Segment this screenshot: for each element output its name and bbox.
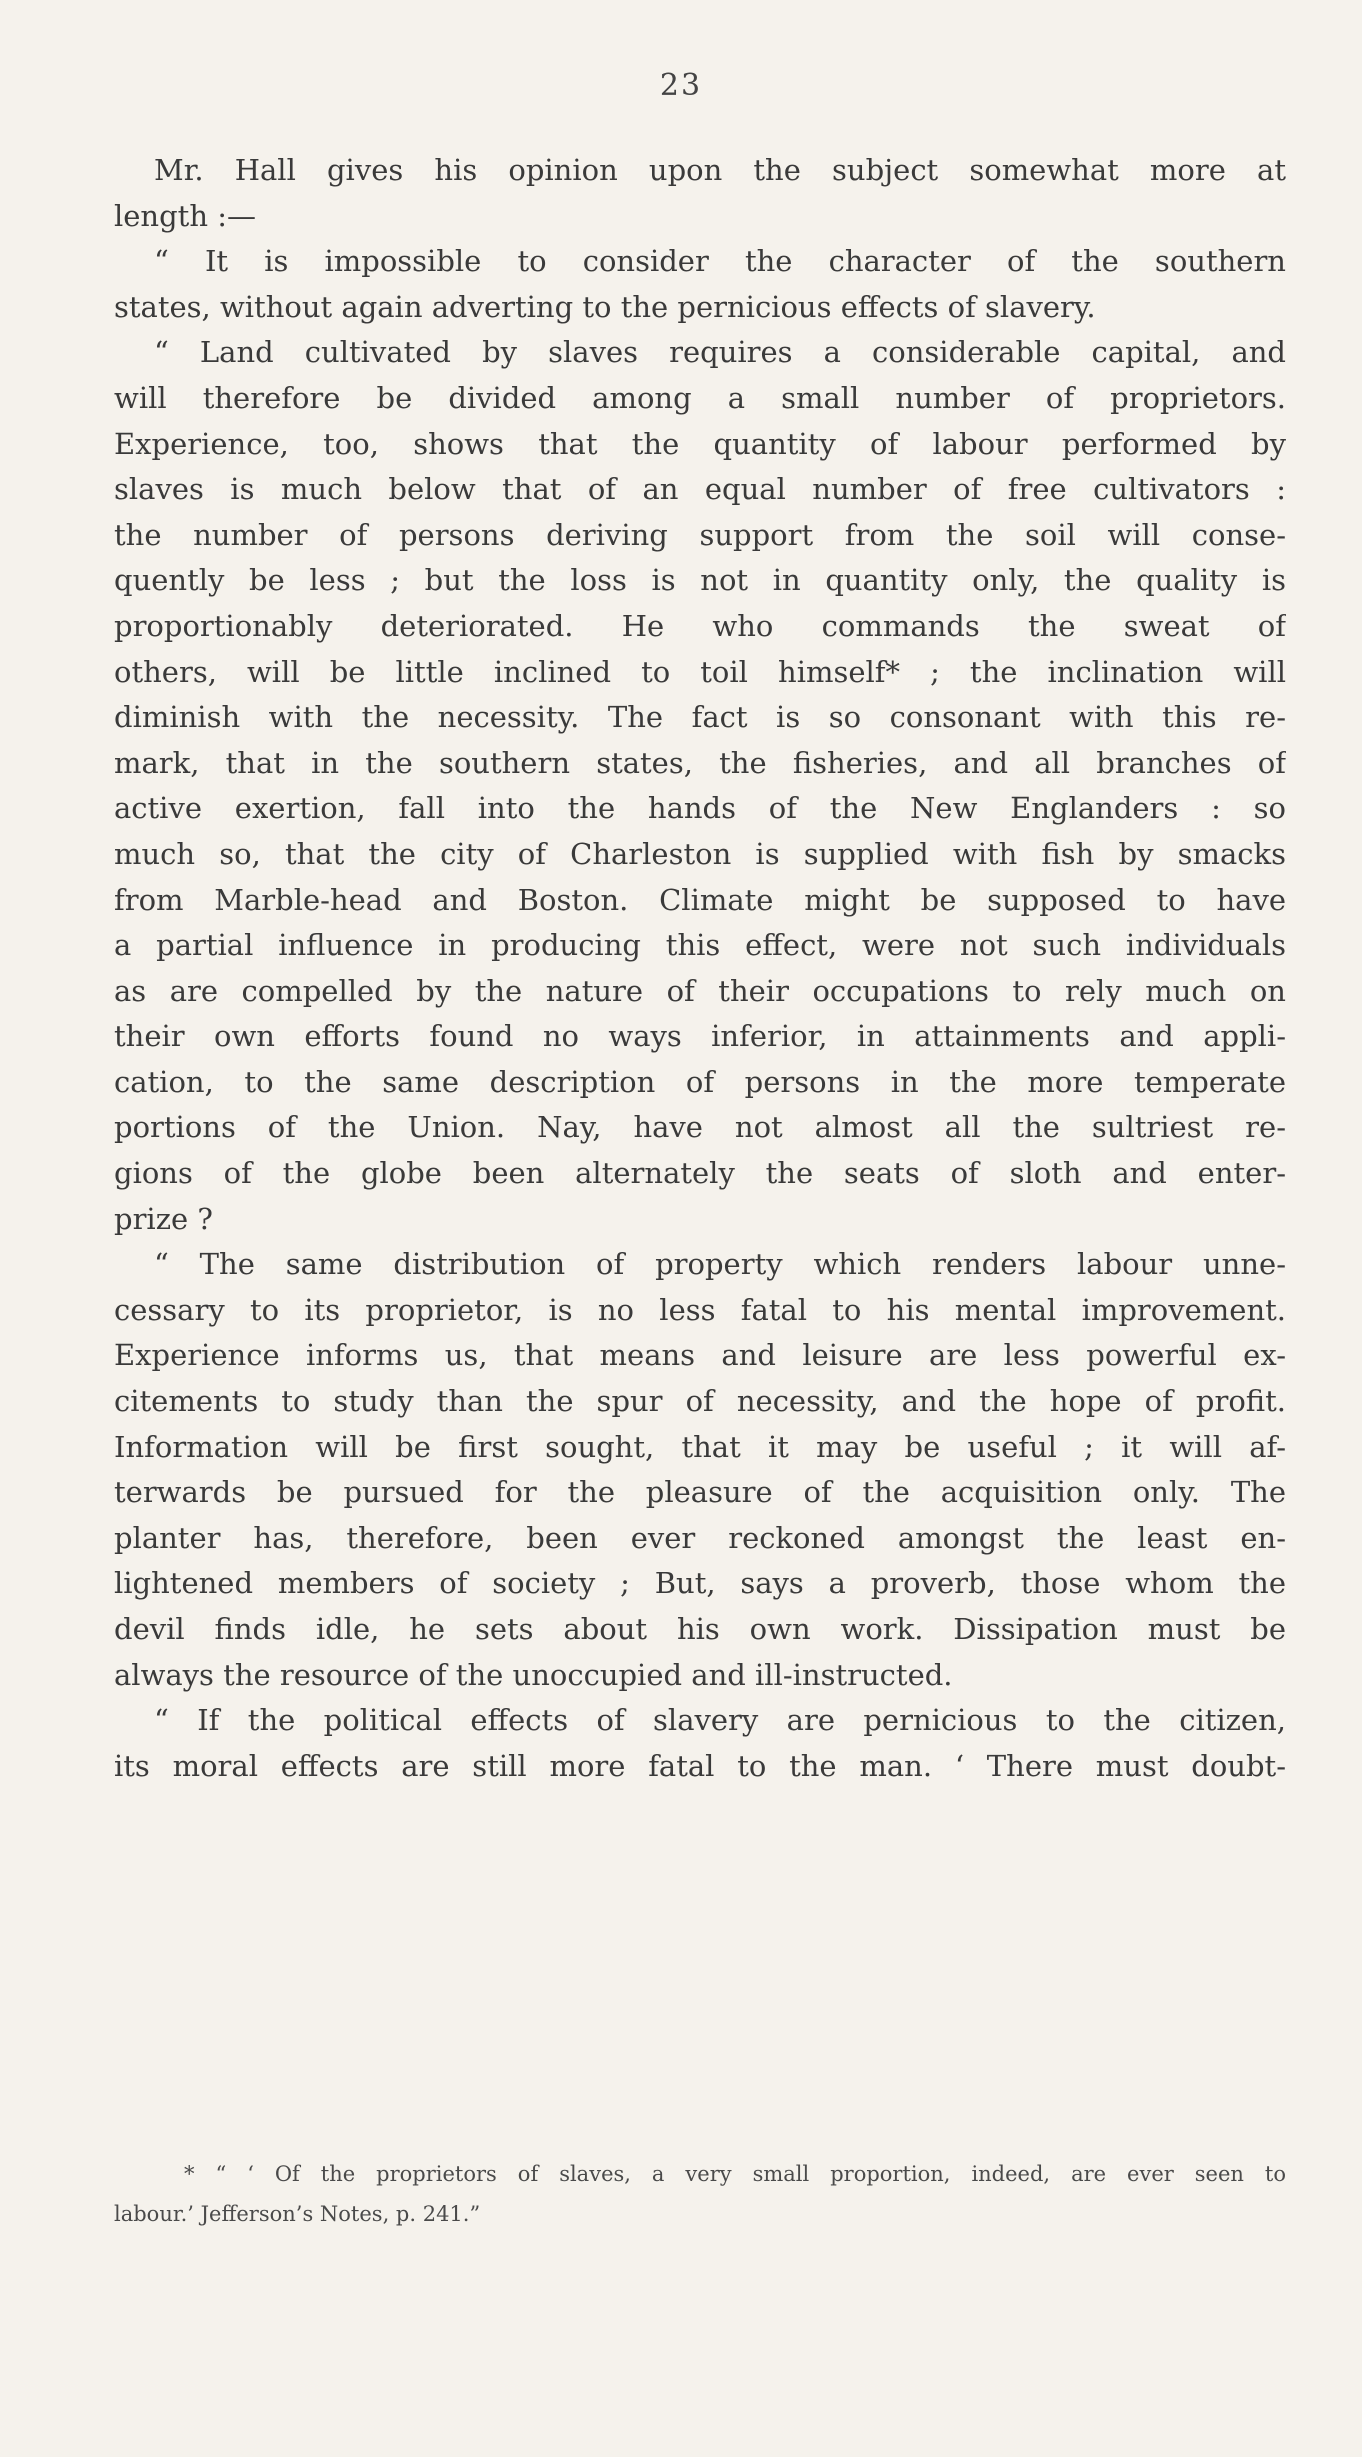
text-line: “ If the political effects of slavery are pernicious to the citizen,	[154, 1703, 1286, 1738]
text-line: diminish with the necessity. The fact is so consonant with this re-	[114, 700, 1286, 735]
text-line: lightened members of society ; But, says a proverb, those whom the	[114, 1566, 1286, 1601]
text-line: Mr. Hall gives his opinion upon the subject somewhat more at	[154, 153, 1286, 187]
text-line: “ Land cultivated by slaves requires a considerable capital, and	[154, 335, 1286, 370]
text-line: their own efforts found no ways inferior, in attainments and appli-	[114, 1019, 1286, 1054]
text-line: “ It is impossible to consider the character of the southern	[154, 244, 1286, 279]
body-text	[114, 148, 1286, 1789]
text-line: cation, to the same description of persons in the more temperate	[114, 1064, 1286, 1099]
text-line: slaves is much below that of an equal number of free cultivators :	[114, 472, 1286, 507]
text-line: quently be less ; but the loss is not in quantity only, the quality is	[114, 563, 1286, 598]
text-line: devil finds idle, he sets about his own work. Dissipation must be	[114, 1612, 1286, 1646]
paragraph	[114, 1242, 1286, 1698]
text-line: gions of the globe been alternately the seats of sloth and enter-	[114, 1156, 1286, 1191]
text-line: states, without again adverting to the pernicious effects of slavery.	[114, 289, 1096, 324]
text-line: much so, that the city of Charleston is supplied with fish by smacks	[114, 836, 1286, 871]
text-line: will therefore be divided among a small number of proprietors.	[114, 380, 1286, 415]
text-line: always the resource of the unoccupied and ill-instructed.	[114, 1657, 953, 1692]
paragraph	[114, 1698, 1286, 1789]
text-line: active exertion, fall into the hands of the New Englanders : so	[114, 791, 1286, 826]
text-line: Information will be first sought, that it may be useful ; it will af-	[114, 1429, 1286, 1464]
text-line: as are compelled by the nature of their occupations to rely much on	[114, 973, 1286, 1008]
text-line: terwards be pursued for the pleasure of the acquisition only. The	[114, 1475, 1286, 1510]
text-line: citements to study than the spur of necessity, and the hope of profit.	[114, 1384, 1286, 1419]
text-line: “ The same distribution of property which renders labour unne-	[154, 1247, 1286, 1282]
text-line: length :—	[114, 198, 256, 233]
paragraph	[114, 330, 1286, 1242]
text-line: Experience informs us, that means and leisure are less powerful ex-	[114, 1338, 1286, 1373]
footnote-line: * “ ‘ Of the proprietors of slaves, a very small proportion, indeed, are ever seen to	[184, 2162, 1286, 2186]
text-line: proportionably deteriorated. He who commands the sweat of	[114, 608, 1286, 643]
text-line: a partial influence in producing this effect, were not such individuals	[114, 928, 1286, 963]
footnote	[114, 2154, 1286, 2234]
paragraph	[114, 148, 1286, 239]
page-number: 23	[659, 68, 703, 103]
text-line: its moral effects are still more fatal to the man. ‘ There must doubt-	[114, 1748, 1286, 1783]
text-line: planter has, therefore, been ever reckoned amongst the least en-	[114, 1520, 1286, 1555]
paragraph	[114, 239, 1286, 330]
text-line: portions of the Union. Nay, have not almost all the sultriest re-	[114, 1110, 1286, 1145]
text-line: cessary to its proprietor, is no less fatal to his mental improvement.	[114, 1292, 1286, 1327]
text-line: prize ?	[114, 1201, 213, 1236]
text-line: the number of persons deriving support from the soil will conse-	[114, 517, 1286, 552]
footnote-line: labour.’ Jefferson’s Notes, p. 241.”	[114, 2202, 481, 2226]
text-line: mark, that in the southern states, the fisheries, and all branches of	[114, 745, 1286, 780]
text-line: from Marble-head and Boston. Climate might be supposed to have	[114, 882, 1286, 917]
text-line: Experience, too, shows that the quantity of labour performed by	[114, 426, 1286, 461]
text-line: others, will be little inclined to toil himself* ; the inclination will	[114, 654, 1286, 689]
